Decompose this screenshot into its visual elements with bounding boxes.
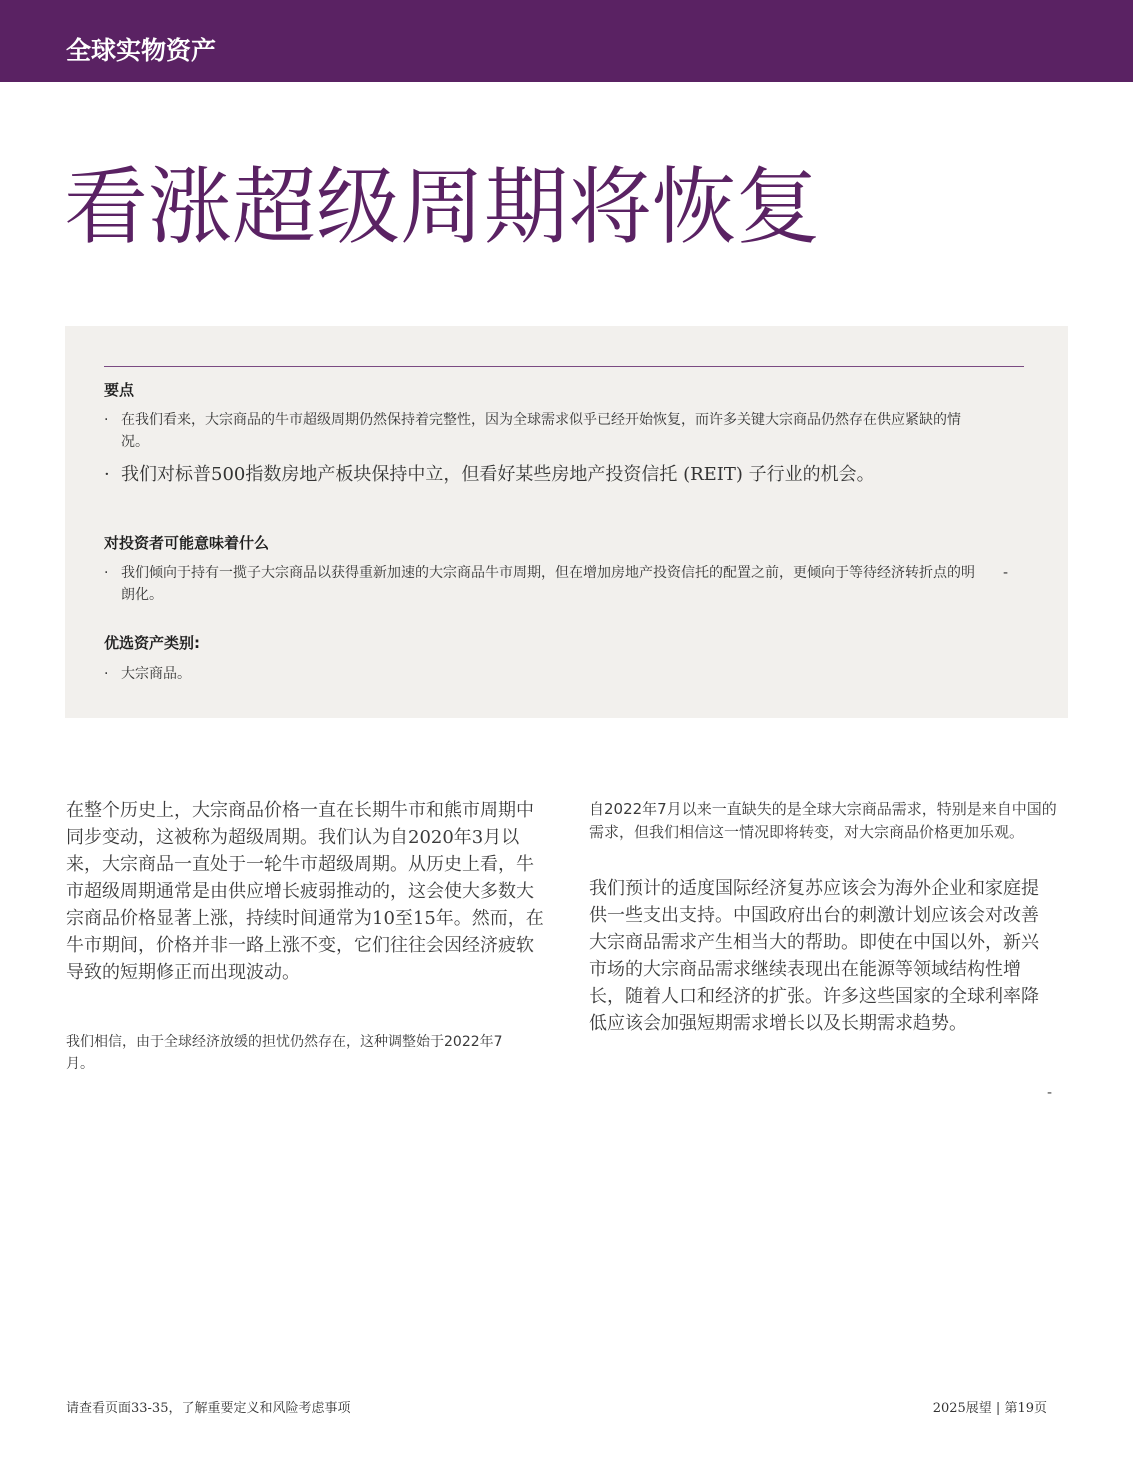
bullet-marker: · [104, 464, 110, 485]
body-paragraph-right: 我们预计的适度国际经济复苏应该会为海外企业和家庭提供一些支出支持。中国政府出台的刺激计划应该会对改善大宗商品需求产生相当大的帮助。即使在中国以外，新兴市场的大宗商品需求继续表现出在能源等领域结构性增长，随着人口和经济的扩张。许多这些国家的全球利率降低应该会加强短期需求增长以及长期需求趋势。 [589, 878, 1039, 1034]
key-point-item [104, 461, 1044, 489]
investor-point-item [104, 562, 984, 606]
section-label: 全球实物资产 [66, 36, 217, 65]
footer-page-number: 2025展望 | 第19页 [932, 1401, 1047, 1416]
summary-box [65, 326, 1068, 718]
bullet-marker: · [104, 666, 109, 682]
summary-divider [104, 366, 1024, 367]
key-point-item [104, 409, 984, 453]
page-title: 看涨超级周期将恢复 [64, 158, 821, 256]
key-points-heading: 要点 [104, 381, 135, 399]
body-note-left: 我们相信，由于全球经济放缓的担忧仍然存在，这种调整始于2022年7月。 [66, 1034, 503, 1072]
hyphen-mark: - [1047, 1085, 1053, 1101]
hyphen-mark: - [1003, 565, 1009, 581]
key-point-text: 在我们看来，大宗商品的牛市超级周期仍然保持着完整性，因为全球需求似乎已经开始恢复，而许多关键大宗商品仍然存在供应紧缺的情况。 [121, 412, 961, 450]
bullet-marker: · [104, 412, 109, 428]
asset-class-heading: 优选资产类别: [104, 634, 200, 652]
key-point-text: 我们对标普500指数房地产板块保持中立，但看好某些房地产投资信托 (REIT) 子行业的机会。 [121, 464, 875, 485]
asset-class-text: 大宗商品。 [121, 666, 191, 682]
header-band [0, 0, 1133, 82]
asset-class-item [104, 663, 984, 685]
footer-disclaimer: 请查看页面33-35，了解重要定义和风险考虑事项 [66, 1401, 351, 1416]
bullet-marker: · [104, 565, 109, 581]
investor-point-text: 我们倾向于持有一揽子大宗商品以获得重新加速的大宗商品牛市周期，但在增加房地产投资信托的配置之前，更倾向于等待经济转折点的明朗化。 [121, 565, 975, 603]
body-paragraph-right-intro: 自2022年7月以来一直缺失的是全球大宗商品需求，特别是来自中国的需求，但我们相信这一情况即将转变，对大宗商品价格更加乐观。 [589, 800, 1057, 841]
investor-heading: 对投资者可能意味着什么 [104, 534, 270, 552]
body-paragraph-left: 在整个历史上，大宗商品价格一直在长期牛市和熊市周期中同步变动，这被称为超级周期。我们认为自2020年3月以来，大宗商品一直处于一轮牛市超级周期。从历史上看，牛市超级周期通常是由供应增长疲弱推动的，这会使大多数大宗商品价格显著上涨，持续时间通常为10至15年。然而，在牛市期间，价格并非一路上涨不变，它们往往会因经济疲软导致的短期修正而出现波动。 [66, 800, 544, 983]
